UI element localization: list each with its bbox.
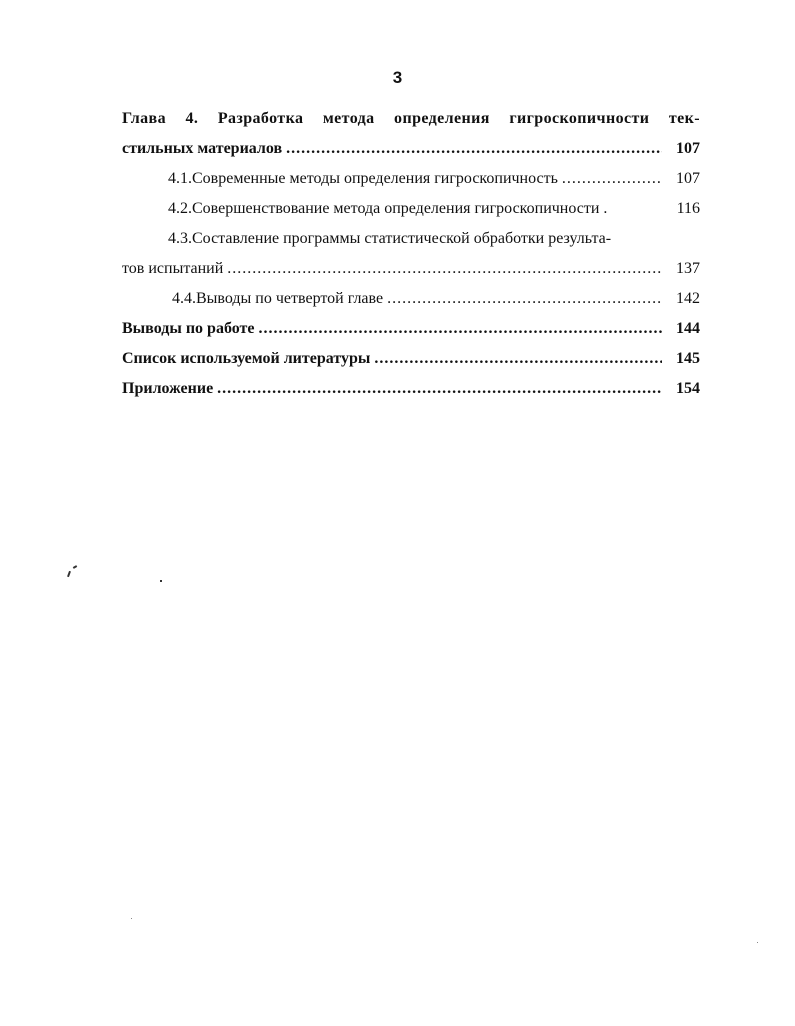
- page-number: 3: [392, 68, 403, 87]
- toc-chapter-4-line1: Глава 4. Разработка метода определения гигроскопичности тек-: [122, 110, 700, 127]
- toc-section-4-2-page: 116: [676, 200, 700, 217]
- toc-section-4-3-line2: тов испытаний: [122, 260, 224, 277]
- toc-leader-dots: [227, 260, 662, 278]
- toc-section-4-4-title: 4.4.Выводы по четвертой главе: [172, 290, 384, 307]
- toc-section-4-2-title: 4.2.Совершенствование метода определения гигроскопичности .: [168, 200, 608, 217]
- toc-section-4-2: [122, 194, 700, 224]
- toc-section-4-1: [122, 164, 700, 194]
- toc-section-4-4-page: 142: [676, 290, 700, 307]
- scan-speck: [73, 565, 77, 569]
- scan-speck: [160, 580, 162, 582]
- toc-literature-title: Список используемой литературы: [122, 350, 371, 367]
- toc-chapter-4-page: 107: [676, 140, 700, 157]
- toc-section-4-1-page: 107: [676, 170, 700, 187]
- toc-section-4-1-title: 4.1.Современные методы определения гигроскопичность: [168, 170, 558, 187]
- toc-appendix: [122, 374, 700, 404]
- toc-leader-dots: [562, 170, 662, 188]
- toc-conclusions: [122, 314, 700, 344]
- toc-leader-dots: [258, 320, 662, 338]
- toc-conclusions-title: Выводы по работе: [122, 320, 255, 337]
- toc-leader-dots: [387, 290, 662, 308]
- toc-section-4-3-line1: 4.3.Составление программы статистической обработки результа-: [168, 230, 612, 247]
- scan-speck: [67, 571, 71, 577]
- toc-literature-page: 145: [676, 350, 700, 367]
- toc-leader-dots: [374, 350, 662, 368]
- toc-section-4-3-title-line1: [122, 224, 700, 254]
- toc-section-4-3-entry: [122, 254, 700, 284]
- toc-leader-dots: [286, 140, 662, 158]
- scan-speck: [131, 918, 132, 919]
- toc-chapter-4-title: [122, 104, 700, 134]
- toc-appendix-title: Приложение: [122, 380, 214, 397]
- toc-conclusions-page: 144: [676, 320, 700, 337]
- toc-chapter-4-entry: [122, 134, 700, 164]
- table-of-contents: [122, 104, 700, 404]
- toc-leader-dots: [217, 380, 662, 398]
- toc-appendix-page: 154: [676, 380, 700, 397]
- toc-chapter-4-line2: стильных материалов: [122, 140, 283, 157]
- toc-literature: [122, 344, 700, 374]
- toc-section-4-4: [122, 284, 700, 314]
- toc-section-4-3-page: 137: [676, 260, 700, 277]
- scan-speck: [757, 942, 758, 943]
